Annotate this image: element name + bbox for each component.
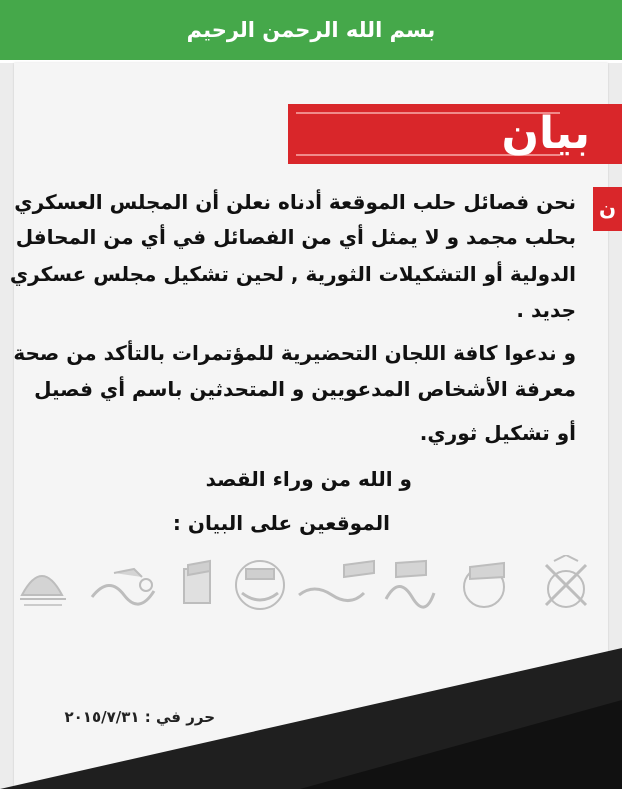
issue-date-label: حرر في : xyxy=(144,708,215,726)
issue-date-value: ٢٠١٥/٧/٣١ xyxy=(64,708,140,726)
paragraph2-line: معرفة الأشخاص المدعويين و المتحدثين باسم أي فصيل xyxy=(34,377,576,401)
paragraph1-line: نحن فصائل حلب الموقعة أدناه نعلن أن المجلس العسكري xyxy=(14,190,576,214)
signatories-label: الموقعين على البيان : xyxy=(172,511,390,535)
paragraph-marker-glyph: ن xyxy=(598,196,617,220)
paragraph2-line: أو تشكيل ثوري. xyxy=(419,421,576,445)
paragraph1-line: الدولية أو التشكيلات الثورية , لحين تشكيل مجلس عسكري xyxy=(9,262,576,286)
closing-phrase: و الله من وراء القصد xyxy=(205,467,412,491)
statement-title: بيان xyxy=(501,108,590,159)
paragraph1-line: جديد . xyxy=(516,298,576,322)
paragraph1-line: بحلب مجمد و لا يمثل أي من الفصائل في أي من المحافل xyxy=(15,225,576,249)
basmala-text: بسم الله الرحمن الرحيم xyxy=(186,18,436,42)
issue-date xyxy=(40,708,215,726)
paragraph2-line: و ندعوا كافة اللجان التحضيرية للمؤتمرات بالتأكد من صحة xyxy=(13,341,576,365)
